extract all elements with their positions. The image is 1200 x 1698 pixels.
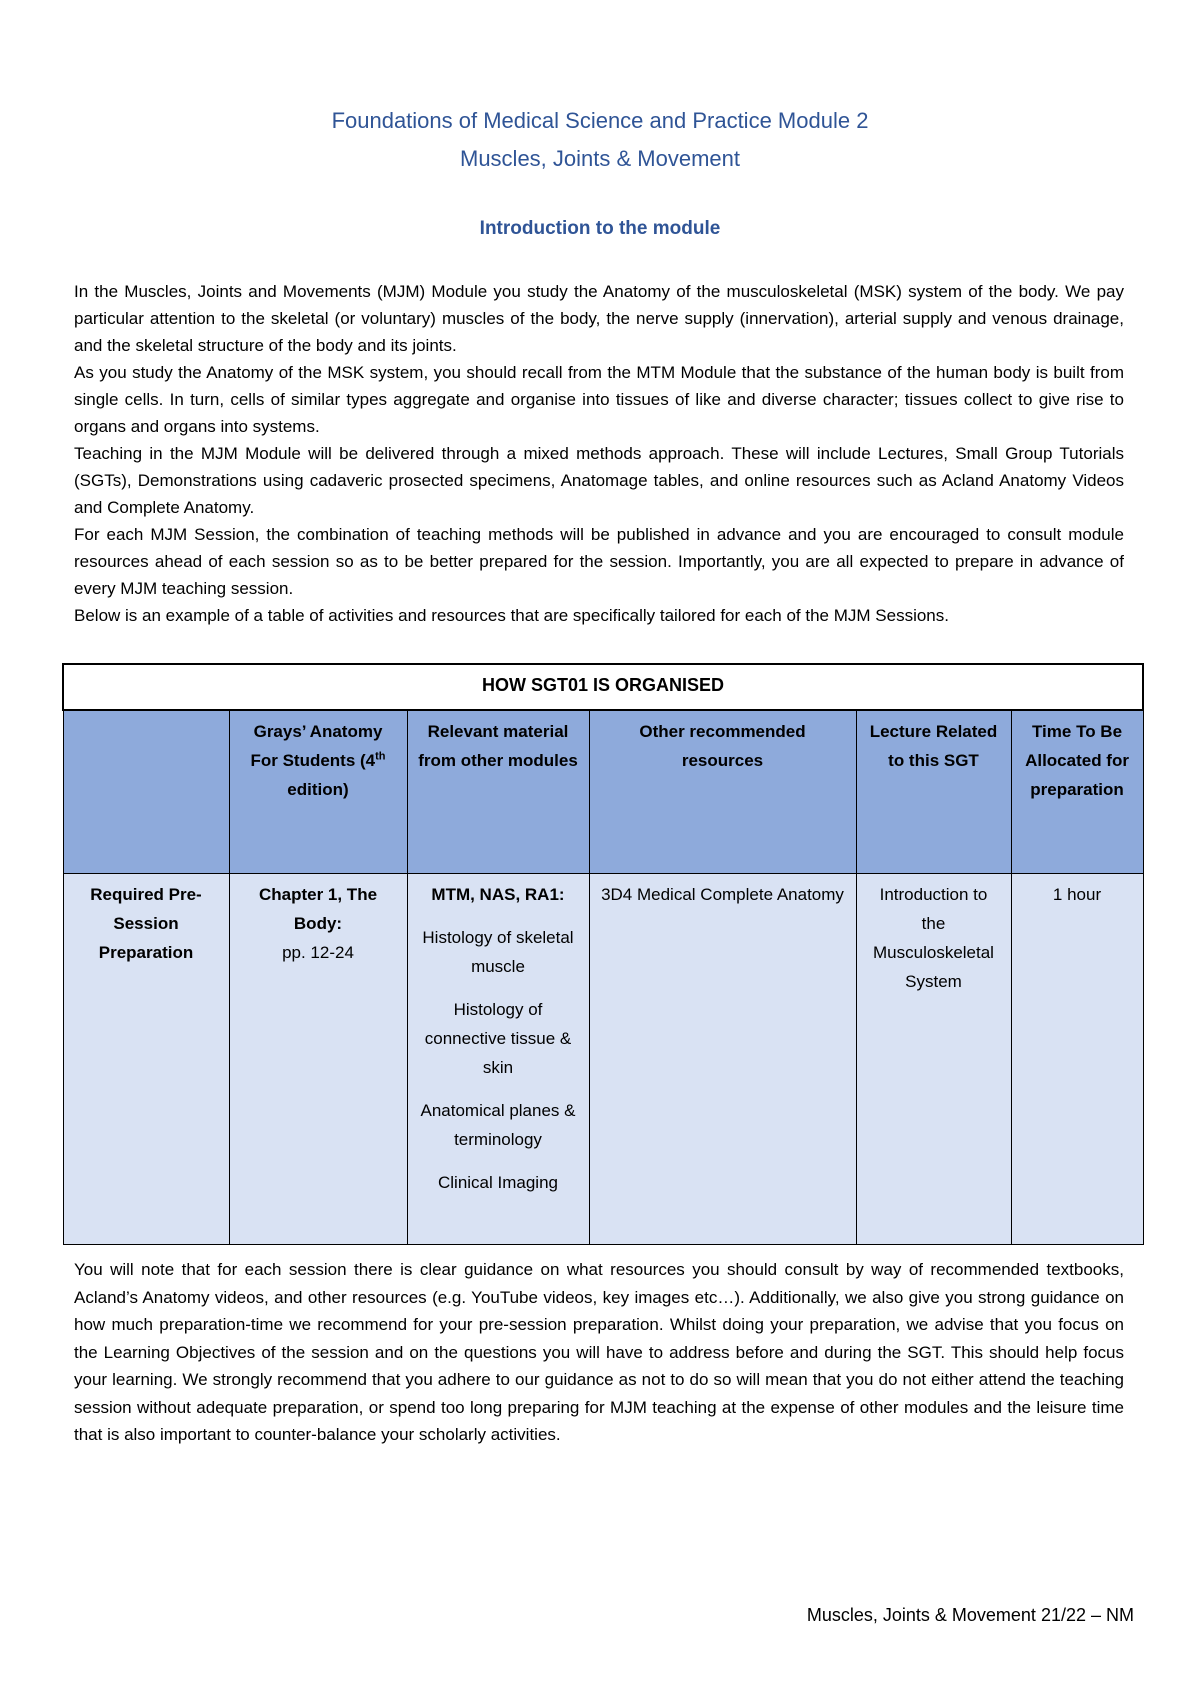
module-subtitle: Muscles, Joints & Movement <box>460 146 740 171</box>
material-item: Anatomical planes & terminology <box>420 1101 576 1149</box>
cell-material <box>407 874 589 1245</box>
page-footer: Muscles, Joints & Movement 21/22 – NM <box>806 1605 1134 1625</box>
header-grays-text: Grays’ Anatomy For Students (4 <box>250 722 383 770</box>
guidance-text <box>74 1256 1124 1449</box>
guidance-paragraph: You will note that for each session there is clear guidance on what resources you should consult by way of recommended textbooks, Acland’s Anatomy videos, and other resources (e.g. YouTube videos, key images etc…). Additionally, we also give you strong guidance on how much preparation-time we recommend for your pre-session preparation. Whilst doing your preparation, we advise that you focus on the Learning Objectives of the session and on the questions you will have to address before and during the SGT. This should help focus your learning. We strongly recommend that you adhere to our guidance as not to do so will mean that you do not either attend the teaching session without adequate preparation, or spend too long preparing for MJM teaching at the expense of other modules and the leisure time that is also important to counter-balance your scholarly activities. <box>74 1260 1124 1444</box>
module-title: Foundations of Medical Science and Practice Module 2 <box>331 108 869 133</box>
intro-heading: Introduction to the module <box>479 218 721 239</box>
cell-resources: 3D4 Medical Complete Anatomy <box>589 874 856 1245</box>
material-item: Clinical Imaging <box>438 1173 558 1192</box>
intro-text <box>74 278 1124 629</box>
header-other-resources: Other recommended resources <box>589 710 856 874</box>
material-item: Histology of skeletal muscle <box>422 928 574 976</box>
table-header-row <box>63 710 1143 874</box>
intro-paragraph: As you study the Anatomy of the MSK system, you should recall from the MTM Module that the substance of the human body is built from single cells. In turn, cells of similar types aggregate and organise into tissues of like and diverse character; tissues collect to give rise to organs and organs into systems. <box>74 363 1124 436</box>
cell-time: 1 hour <box>1011 874 1143 1245</box>
header-lecture: Lecture Related to this SGT <box>856 710 1011 874</box>
table-caption-row <box>63 664 1143 710</box>
chapter-pages: pp. 12-24 <box>282 943 354 962</box>
cell-lecture: Introduction to the Musculoskeletal System <box>856 874 1011 1245</box>
header-relevant-material: Relevant material from other modules <box>407 710 589 874</box>
header-time: Time To Be Allocated for preparation <box>1011 710 1143 874</box>
intro-paragraph: Below is an example of a table of activities and resources that are specifically tailored for each of the MJM Sessions. <box>74 606 949 625</box>
header-empty <box>63 710 229 874</box>
intro-paragraph: For each MJM Session, the combination of teaching methods will be published in advance and you are encouraged to consult module resources ahead of each session so as to be better prepared for the session. Importantly, you are all expected to prepare in advance of every MJM teaching session. <box>74 525 1124 598</box>
header-grays-end: edition) <box>287 780 349 799</box>
sgt-organisation-table <box>62 663 1144 1245</box>
header-grays-sup: th <box>375 750 386 763</box>
intro-paragraph: In the Muscles, Joints and Movements (MJM) Module you study the Anatomy of the musculoskeletal (MSK) system of the body. We pay particular attention to the skeletal (or voluntary) muscles of the body, the nerve supply (innervation), arterial supply and venous drainage, and the skeletal structure of the body and its joints. <box>74 282 1124 355</box>
material-item: Histology of connective tissue & skin <box>424 1000 572 1077</box>
table-caption: HOW SGT01 IS ORGANISED <box>63 664 1143 710</box>
row-label: Required Pre-Session Preparation <box>63 874 229 1245</box>
chapter-title: Chapter 1, The Body: <box>258 885 378 933</box>
intro-paragraph: Teaching in the MJM Module will be delivered through a mixed methods approach. These will include Lectures, Small Group Tutorials (SGTs), Demonstrations using cadaveric prosected specimens, Anatomage tables, and online resources such as Acland Anatomy Videos and Complete Anatomy. <box>74 444 1124 517</box>
header-grays-anatomy <box>229 710 407 874</box>
cell-chapter <box>229 874 407 1245</box>
table-row <box>63 874 1143 1245</box>
material-heading: MTM, NAS, RA1: <box>431 885 565 904</box>
